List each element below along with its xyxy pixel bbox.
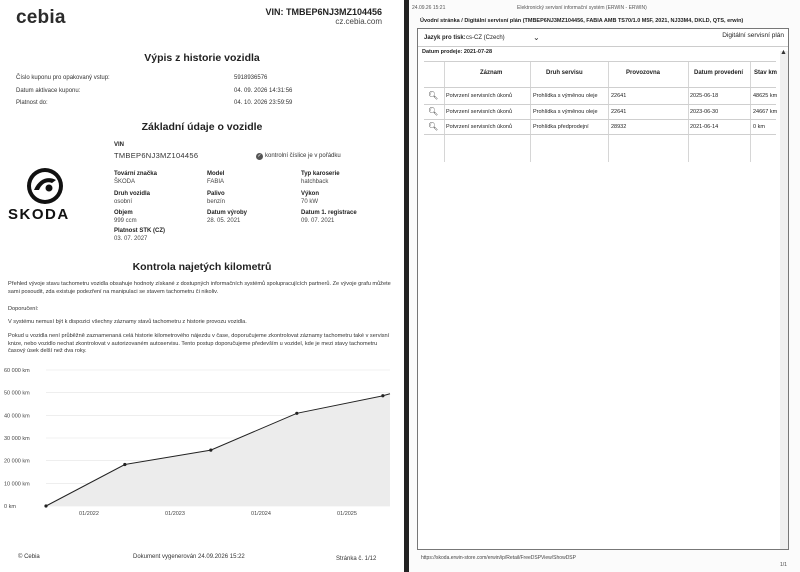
data-point <box>295 412 298 415</box>
row-3-date: 2021-06-14 <box>690 124 719 130</box>
y-tick-label: 20 000 km <box>4 458 30 465</box>
row-2-km: 24667 km <box>753 109 778 115</box>
area-fill <box>46 394 390 506</box>
y-tick-label: 30 000 km <box>4 436 30 442</box>
produced-label: Datum výroby <box>207 210 248 216</box>
row-3-type: Prohlídka předprodejní <box>533 124 589 130</box>
drive-label: Druh vozidla <box>114 191 151 197</box>
column-header-record[interactable]: Záznam <box>480 70 503 76</box>
power-value: 70 kW <box>301 199 319 205</box>
row-1-date: 2025-06-18 <box>690 93 719 99</box>
data-point <box>123 463 126 466</box>
x-tick-label: 01/2023 <box>165 511 185 517</box>
row-1-km: 48625 km <box>753 93 778 99</box>
activation-label: Datum aktivace kuponu: <box>16 88 81 94</box>
print-toolbar <box>418 29 788 47</box>
volume-value: 999 ccm <box>114 218 137 224</box>
page-count: 1/1 <box>780 562 787 568</box>
row-3-km: 0 km <box>753 124 765 130</box>
column-header-shop[interactable]: Provozovna <box>626 70 661 76</box>
vertical-scrollbar[interactable] <box>780 51 788 549</box>
row-1-record: Potvrzení servisních úkonů <box>446 93 513 99</box>
row-divider <box>424 119 776 120</box>
coupon-value: 5918936576 <box>234 75 268 81</box>
y-tick-label: 0 km <box>4 504 16 510</box>
magnifier-icon[interactable]: 🔍︎ <box>428 107 439 116</box>
y-tick-label: 40 000 km <box>4 413 30 420</box>
vin-header: VIN: TMBEP6NJ3MZ104456 <box>265 7 382 17</box>
section-km-title: Kontrola najetých kilometrů <box>132 261 272 273</box>
body-value: hatchback <box>301 179 329 185</box>
row-2-date: 2023-06-30 <box>690 109 719 115</box>
section-basic-title: Základní údaje o vozidle <box>141 121 263 133</box>
model-label: Model <box>207 171 225 177</box>
service-plan-title: Digitální servisní plán <box>722 32 784 39</box>
column-header-km[interactable]: Stav km <box>754 70 778 76</box>
vin-label: VIN <box>114 142 125 148</box>
row-2-type: Prohlídka s výměnou oleje <box>533 109 598 115</box>
x-tick-label: 01/2025 <box>337 511 357 517</box>
footer-page-number: Stránka č. 1/12 <box>336 556 377 562</box>
valid-value: 04. 10. 2026 23:59:59 <box>234 100 293 106</box>
registered-label: Datum 1. registrace <box>301 210 357 216</box>
stk-label: Platnost STK (CZ) <box>114 228 165 234</box>
erwin-service-page <box>409 0 800 572</box>
site-link[interactable]: cz.cebia.com <box>335 17 382 26</box>
header-divider <box>424 87 776 88</box>
footer-brand: © Cebia <box>18 554 40 560</box>
drive-value: osobní <box>114 199 133 205</box>
page-title: Výpis z historie vozidla <box>144 52 260 64</box>
row-2-record: Potvrzení servisních úkonů <box>446 109 513 115</box>
sale-date: Datum prodeje: 2021-07-28 <box>422 49 492 55</box>
print-date: 24.09.26 15:21 <box>412 5 446 11</box>
recommendation-text: Pokud u vozidla není průběžně zaznamenaná celá historie kilometrového nájezdu v čase, doporučujeme zkontrolovat záznamy tachometru také v servisní knize, nebo vozidlo nechat zkontrolovat v autorizovaném autoservisu. Tento postup doporučujeme především u vozidel, kde je mezi stavy tachometru časový úsek delší než dva roky. <box>8 333 390 355</box>
row-2-shop: 22641 <box>611 109 627 115</box>
x-tick-label: 01/2024 <box>251 511 271 517</box>
km-intro-text: Přehled vývoje stavu tachometru vozidla obsahuje hodnoty získané z dostupných informačních systémů spolupracujících partnerů. Ze vývoje grafu můžete sami posoudit, zda existuje podezření na manipulaci se stavem tachometru či nikoliv. <box>8 281 391 295</box>
activation-value: 04. 09. 2026 14:31:56 <box>234 88 293 94</box>
coupon-label: Číslo kuponu pro opakovaný vstup: <box>16 75 110 81</box>
print-language-select[interactable]: cs-CZ (Czech) <box>466 35 505 41</box>
magnifier-icon[interactable]: 🔍︎ <box>428 122 439 131</box>
y-tick-label: 10 000 km <box>4 481 30 488</box>
service-plan-frame <box>417 28 789 550</box>
make-value: ŠKODA <box>114 179 136 185</box>
column-header-date[interactable]: Datum provedení <box>694 70 744 76</box>
stk-value: 03. 07. 2027 <box>114 236 148 242</box>
row-1-type: Prohlídka s výměnou oleje <box>533 93 598 99</box>
chevron-down-icon[interactable]: ⌄ <box>533 33 540 42</box>
skoda-wordmark: SKODA <box>8 206 70 223</box>
cebia-logo: cebia <box>16 7 66 28</box>
volume-label: Objem <box>114 210 133 216</box>
odometer-chart <box>0 362 404 522</box>
fuel-value: benzín <box>207 199 226 205</box>
footer-generated: Dokument vygenerován 24.09.2026 15:22 <box>133 554 245 560</box>
page-url[interactable]: https://skoda.erwin-store.com/erwin/ip/Retail/FreeDSPView/ShowDSP <box>421 555 576 561</box>
valid-label: Platnost do: <box>16 100 48 106</box>
body-label: Typ karoserie <box>301 171 340 177</box>
registered-value: 09. 07. 2021 <box>301 218 335 224</box>
produced-value: 28. 05. 2021 <box>207 218 241 224</box>
magnifier-icon[interactable]: 🔍︎ <box>428 91 439 100</box>
make-label: Tovární značka <box>114 171 157 177</box>
x-tick-label: 01/2022 <box>79 511 99 517</box>
recommendation-heading: Doporučení: <box>8 306 39 312</box>
data-point <box>381 394 384 397</box>
check-icon: ✓ <box>257 153 262 159</box>
print-language-label: Jazyk pro tisk: <box>424 35 466 41</box>
model-value: FABIA <box>207 179 225 185</box>
vin-value: TMBEP6NJ3MZ104456 <box>114 151 199 160</box>
column-header-type[interactable]: Druh servisu <box>546 70 583 76</box>
row-3-record: Potvrzení servisních úkonů <box>446 124 513 130</box>
y-tick-label: 60 000 km <box>4 368 30 374</box>
records-note-text: V systému nemusí být k dispozici všechny záznamy stavů tachometru z historie provozu vozidla. <box>8 319 247 325</box>
breadcrumb[interactable]: Úvodní stránka / Digitální servisní plán (TMBEP6NJ3MZ104456, FABIA AMB TS70/1.0 M5F, 2021, NJ33M4, DKLD, QTS, erwin) <box>420 18 744 24</box>
row-1-shop: 22641 <box>611 93 627 99</box>
row-divider <box>424 104 776 105</box>
system-name: Elektronický servisní informační systém (ERWIN - ERWIN) <box>517 5 647 11</box>
data-point <box>209 448 212 451</box>
y-tick-label: 50 000 km <box>4 390 30 397</box>
vin-check-text: kontrolní číslice je v pořádku <box>265 153 341 159</box>
row-3-shop: 28932 <box>611 124 627 130</box>
fuel-label: Palivo <box>207 191 225 197</box>
scroll-up-icon[interactable]: ▲ <box>780 49 787 56</box>
data-point <box>44 504 47 507</box>
skoda-logo-icon <box>25 166 65 206</box>
row-divider <box>424 134 776 135</box>
power-label: Výkon <box>301 191 320 197</box>
